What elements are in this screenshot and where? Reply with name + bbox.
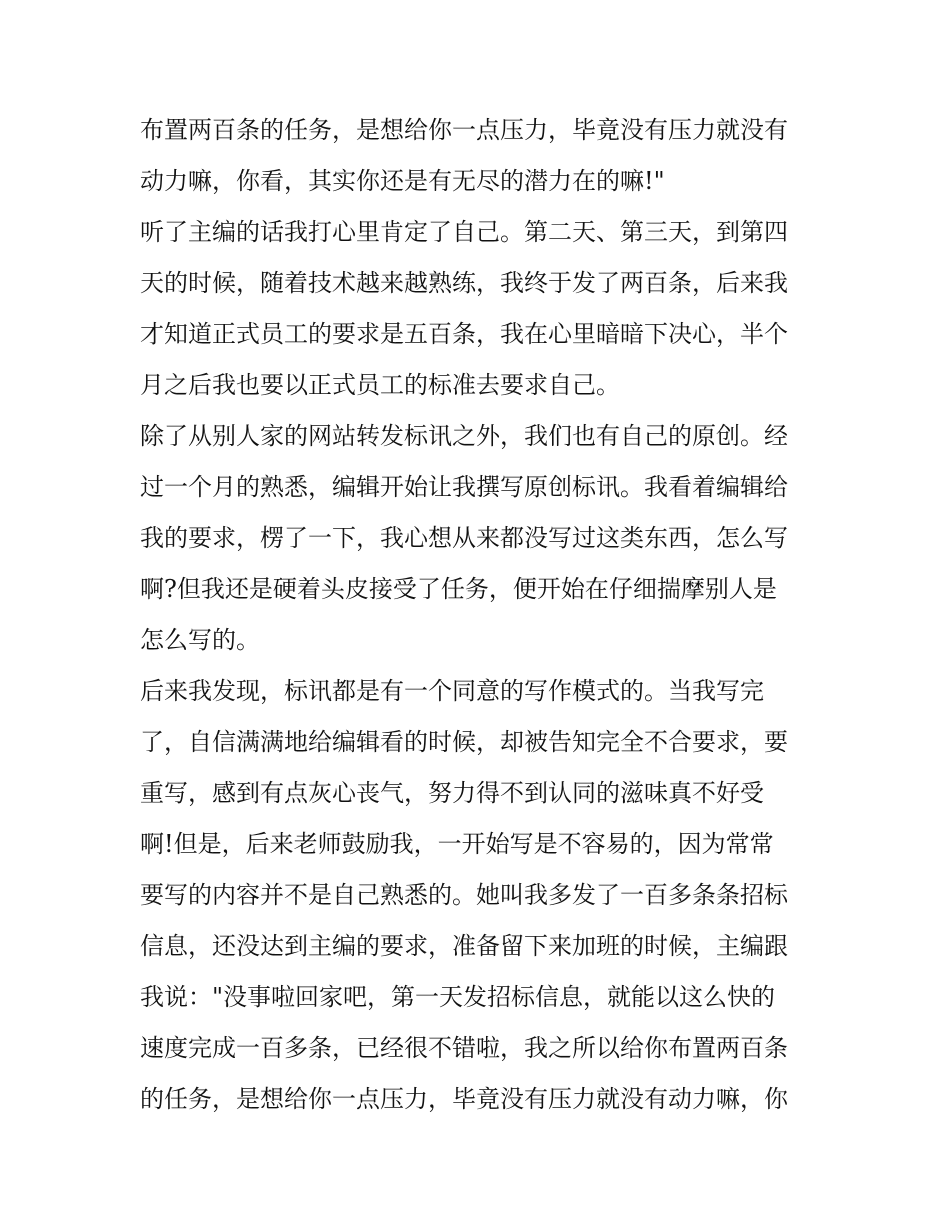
text-line: 啊!但是，后来老师鼓励我，一开始写是不容易的，因为常常	[140, 830, 774, 858]
text-line: 天的时候，随着技术越来越熟练，我终于发了两百条，后来我	[140, 269, 788, 297]
text-line: 我的要求，楞了一下，我心想从来都没写过这类东西，怎么写	[140, 524, 788, 552]
text-line: 的任务，是想给你一点压力，毕竟没有压力就没有动力嘛，你	[140, 1085, 788, 1113]
text-line: 啊?但我还是硬着头皮接受了任务，便开始在仔细揣摩别人是	[140, 575, 777, 603]
text-line: 要写的内容并不是自己熟悉的。她叫我多发了一百多条条招标	[140, 881, 788, 909]
text-line: 速度完成一百多条，已经很不错啦，我之所以给你布置两百条	[140, 1034, 788, 1062]
text-line: 我说："没事啦回家吧，第一天发招标信息，就能以这么快的	[140, 983, 776, 1011]
text-line: 重写，感到有点灰心丧气，努力得不到认同的滋味真不好受	[140, 779, 764, 807]
text-line: 听了主编的话我打心里肯定了自己。第二天、第三天，到第四	[140, 218, 788, 246]
text-line: 除了从别人家的网站转发标讯之外，我们也有自己的原创。经	[140, 422, 788, 450]
text-line: 信息，还没达到主编的要求，准备留下来加班的时候，主编跟	[140, 932, 788, 960]
text-line: 动力嘛，你看，其实你还是有无尽的潜力在的嘛!"	[140, 167, 665, 195]
document-body	[140, 105, 830, 1125]
text-line: 怎么写的。	[140, 626, 260, 654]
text-line: 了，自信满满地给编辑看的时候，却被告知完全不合要求，要	[140, 728, 788, 756]
text-line: 才知道正式员工的要求是五百条，我在心里暗暗下决心，半个	[140, 320, 788, 348]
text-line: 月之后我也要以正式员工的标准去要求自己。	[140, 371, 620, 399]
text-line: 布置两百条的任务，是想给你一点压力，毕竟没有压力就没有	[140, 116, 788, 144]
text-line: 过一个月的熟悉，编辑开始让我撰写原创标讯。我看着编辑给	[140, 473, 788, 501]
text-line: 后来我发现，标讯都是有一个同意的写作模式的。当我写完	[140, 677, 764, 705]
